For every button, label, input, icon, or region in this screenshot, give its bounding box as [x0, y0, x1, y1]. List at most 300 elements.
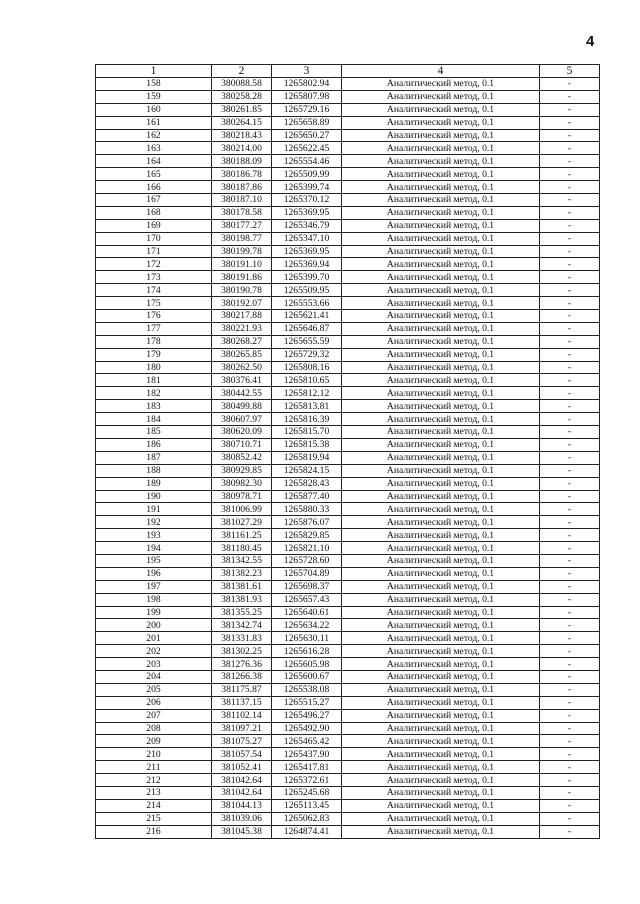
x-coordinate-cell: 380710.71 — [212, 438, 272, 451]
y-coordinate-cell: 1265646.87 — [272, 322, 342, 335]
x-coordinate-cell: 380852.42 — [212, 451, 272, 464]
x-coordinate-cell: 381045.38 — [212, 825, 272, 838]
note-cell: - — [540, 245, 600, 258]
y-coordinate-cell: 1265728.60 — [272, 554, 342, 567]
table-row — [96, 129, 600, 142]
y-coordinate-cell: 1265465.42 — [272, 735, 342, 748]
table-row — [96, 670, 600, 683]
table-row — [96, 232, 600, 245]
point-number-cell: 169 — [96, 219, 212, 232]
y-coordinate-cell: 1265630.11 — [272, 632, 342, 645]
note-cell: - — [540, 825, 600, 838]
method-cell: Аналитический метод, 0.1 — [342, 206, 540, 219]
point-number-cell: 213 — [96, 786, 212, 799]
x-coordinate-cell: 380192.07 — [212, 297, 272, 310]
method-cell: Аналитический метод, 0.1 — [342, 348, 540, 361]
point-number-cell: 208 — [96, 722, 212, 735]
note-cell: - — [540, 670, 600, 683]
method-cell: Аналитический метод, 0.1 — [342, 219, 540, 232]
x-coordinate-cell: 381102.14 — [212, 709, 272, 722]
y-coordinate-cell: 1265877.40 — [272, 490, 342, 503]
table-row — [96, 490, 600, 503]
note-cell: - — [540, 335, 600, 348]
y-coordinate-cell: 1265621.41 — [272, 310, 342, 323]
y-coordinate-cell: 1265399.74 — [272, 181, 342, 194]
point-number-cell: 215 — [96, 812, 212, 825]
x-coordinate-cell: 380177.27 — [212, 219, 272, 232]
note-cell: - — [540, 503, 600, 516]
x-coordinate-cell: 380088.58 — [212, 78, 272, 91]
x-coordinate-cell: 381175.87 — [212, 683, 272, 696]
point-number-cell: 162 — [96, 129, 212, 142]
method-cell: Аналитический метод, 0.1 — [342, 310, 540, 323]
table-row — [96, 761, 600, 774]
x-coordinate-cell: 380214.00 — [212, 142, 272, 155]
y-coordinate-cell: 1265650.27 — [272, 129, 342, 142]
point-number-cell: 184 — [96, 413, 212, 426]
y-coordinate-cell: 1265399.70 — [272, 271, 342, 284]
x-coordinate-cell: 380264.15 — [212, 116, 272, 129]
x-coordinate-cell: 380982.30 — [212, 477, 272, 490]
y-coordinate-cell: 1265600.67 — [272, 670, 342, 683]
point-number-cell: 196 — [96, 567, 212, 580]
table-row — [96, 542, 600, 555]
y-coordinate-cell: 1265829.85 — [272, 529, 342, 542]
method-cell: Аналитический метод, 0.1 — [342, 516, 540, 529]
y-coordinate-cell: 1265369.95 — [272, 206, 342, 219]
y-coordinate-cell: 1265538.08 — [272, 683, 342, 696]
note-cell: - — [540, 322, 600, 335]
point-number-cell: 211 — [96, 761, 212, 774]
table-row — [96, 554, 600, 567]
method-cell: Аналитический метод, 0.1 — [342, 490, 540, 503]
y-coordinate-cell: 1265605.98 — [272, 658, 342, 671]
point-number-cell: 204 — [96, 670, 212, 683]
table-row — [96, 451, 600, 464]
method-cell: Аналитический метод, 0.1 — [342, 387, 540, 400]
x-coordinate-cell: 380261.85 — [212, 103, 272, 116]
method-cell: Аналитический метод, 0.1 — [342, 722, 540, 735]
method-cell: Аналитический метод, 0.1 — [342, 168, 540, 181]
method-cell: Аналитический метод, 0.1 — [342, 400, 540, 413]
y-coordinate-cell: 1265496.27 — [272, 709, 342, 722]
table-row — [96, 593, 600, 606]
method-cell: Аналитический метод, 0.1 — [342, 709, 540, 722]
x-coordinate-cell: 381042.64 — [212, 786, 272, 799]
note-cell: - — [540, 812, 600, 825]
point-number-cell: 178 — [96, 335, 212, 348]
table-row — [96, 799, 600, 812]
table-row — [96, 271, 600, 284]
method-cell: Аналитический метод, 0.1 — [342, 90, 540, 103]
note-cell: - — [540, 297, 600, 310]
table-row — [96, 206, 600, 219]
point-number-cell: 189 — [96, 477, 212, 490]
x-coordinate-cell: 381137.15 — [212, 696, 272, 709]
x-coordinate-cell: 381039.06 — [212, 812, 272, 825]
note-cell: - — [540, 696, 600, 709]
y-coordinate-cell: 1265492.90 — [272, 722, 342, 735]
note-cell: - — [540, 761, 600, 774]
y-coordinate-cell: 1265815.38 — [272, 438, 342, 451]
method-cell: Аналитический метод, 0.1 — [342, 632, 540, 645]
x-coordinate-cell: 380191.86 — [212, 271, 272, 284]
y-coordinate-cell: 1265245.68 — [272, 786, 342, 799]
point-number-cell: 173 — [96, 271, 212, 284]
x-coordinate-cell: 381381.61 — [212, 580, 272, 593]
method-cell: Аналитический метод, 0.1 — [342, 503, 540, 516]
x-coordinate-cell: 381342.55 — [212, 554, 272, 567]
x-coordinate-cell: 381381.93 — [212, 593, 272, 606]
table-row — [96, 361, 600, 374]
point-number-cell: 159 — [96, 90, 212, 103]
column-header-3: 3 — [272, 65, 342, 78]
note-cell: - — [540, 168, 600, 181]
note-cell: - — [540, 619, 600, 632]
table-row — [96, 464, 600, 477]
y-coordinate-cell: 1265655.59 — [272, 335, 342, 348]
x-coordinate-cell: 380178.58 — [212, 206, 272, 219]
note-cell: - — [540, 426, 600, 439]
table-row — [96, 774, 600, 787]
note-cell: - — [540, 232, 600, 245]
point-number-cell: 216 — [96, 825, 212, 838]
method-cell: Аналитический метод, 0.1 — [342, 155, 540, 168]
method-cell: Аналитический метод, 0.1 — [342, 78, 540, 91]
method-cell: Аналитический метод, 0.1 — [342, 297, 540, 310]
note-cell: - — [540, 194, 600, 207]
table-row — [96, 645, 600, 658]
method-cell: Аналитический метод, 0.1 — [342, 477, 540, 490]
y-coordinate-cell: 1265554.46 — [272, 155, 342, 168]
x-coordinate-cell: 380217.88 — [212, 310, 272, 323]
x-coordinate-cell: 380376.41 — [212, 374, 272, 387]
x-coordinate-cell: 380191.10 — [212, 258, 272, 271]
point-number-cell: 200 — [96, 619, 212, 632]
table-row — [96, 619, 600, 632]
y-coordinate-cell: 1265821.10 — [272, 542, 342, 555]
note-cell: - — [540, 181, 600, 194]
note-cell: - — [540, 606, 600, 619]
note-cell: - — [540, 529, 600, 542]
note-cell: - — [540, 799, 600, 812]
y-coordinate-cell: 1265698.37 — [272, 580, 342, 593]
point-number-cell: 158 — [96, 78, 212, 91]
x-coordinate-cell: 380978.71 — [212, 490, 272, 503]
method-cell: Аналитический метод, 0.1 — [342, 812, 540, 825]
method-cell: Аналитический метод, 0.1 — [342, 735, 540, 748]
note-cell: - — [540, 219, 600, 232]
table-row — [96, 606, 600, 619]
note-cell: - — [540, 516, 600, 529]
x-coordinate-cell: 381382.23 — [212, 567, 272, 580]
table-row — [96, 78, 600, 91]
method-cell: Аналитический метод, 0.1 — [342, 593, 540, 606]
method-cell: Аналитический метод, 0.1 — [342, 322, 540, 335]
y-coordinate-cell: 1265372.61 — [272, 774, 342, 787]
note-cell: - — [540, 490, 600, 503]
method-cell: Аналитический метод, 0.1 — [342, 426, 540, 439]
point-number-cell: 192 — [96, 516, 212, 529]
x-coordinate-cell: 381355.25 — [212, 606, 272, 619]
x-coordinate-cell: 381276.36 — [212, 658, 272, 671]
y-coordinate-cell: 1265704.89 — [272, 567, 342, 580]
table-row — [96, 503, 600, 516]
x-coordinate-cell: 380221.93 — [212, 322, 272, 335]
note-cell: - — [540, 103, 600, 116]
point-number-cell: 202 — [96, 645, 212, 658]
x-coordinate-cell: 380186.78 — [212, 168, 272, 181]
note-cell: - — [540, 786, 600, 799]
x-coordinate-cell: 381331.83 — [212, 632, 272, 645]
note-cell: - — [540, 774, 600, 787]
y-coordinate-cell: 1265810.65 — [272, 374, 342, 387]
x-coordinate-cell: 380258.28 — [212, 90, 272, 103]
x-coordinate-cell: 380268.27 — [212, 335, 272, 348]
table-row — [96, 348, 600, 361]
note-cell: - — [540, 206, 600, 219]
x-coordinate-cell: 380190.78 — [212, 284, 272, 297]
x-coordinate-cell: 380187.10 — [212, 194, 272, 207]
point-number-cell: 165 — [96, 168, 212, 181]
point-number-cell: 170 — [96, 232, 212, 245]
note-cell: - — [540, 735, 600, 748]
note-cell: - — [540, 129, 600, 142]
y-coordinate-cell: 1265729.16 — [272, 103, 342, 116]
table-row — [96, 181, 600, 194]
column-header-2: 2 — [212, 65, 272, 78]
coordinates-table — [95, 64, 600, 839]
x-coordinate-cell: 380198.77 — [212, 232, 272, 245]
point-number-cell: 175 — [96, 297, 212, 310]
column-header-1: 1 — [96, 65, 212, 78]
point-number-cell: 198 — [96, 593, 212, 606]
method-cell: Аналитический метод, 0.1 — [342, 774, 540, 787]
table-row — [96, 580, 600, 593]
note-cell: - — [540, 593, 600, 606]
point-number-cell: 190 — [96, 490, 212, 503]
x-coordinate-cell: 381097.21 — [212, 722, 272, 735]
y-coordinate-cell: 1265616.28 — [272, 645, 342, 658]
y-coordinate-cell: 1265802.94 — [272, 78, 342, 91]
x-coordinate-cell: 380620.09 — [212, 426, 272, 439]
table-row — [96, 722, 600, 735]
method-cell: Аналитический метод, 0.1 — [342, 554, 540, 567]
table-row — [96, 825, 600, 838]
method-cell: Аналитический метод, 0.1 — [342, 271, 540, 284]
table-row — [96, 219, 600, 232]
point-number-cell: 161 — [96, 116, 212, 129]
point-number-cell: 209 — [96, 735, 212, 748]
point-number-cell: 163 — [96, 142, 212, 155]
x-coordinate-cell: 380218.43 — [212, 129, 272, 142]
point-number-cell: 205 — [96, 683, 212, 696]
table-row — [96, 632, 600, 645]
note-cell: - — [540, 658, 600, 671]
note-cell: - — [540, 567, 600, 580]
method-cell: Аналитический метод, 0.1 — [342, 542, 540, 555]
table-row — [96, 812, 600, 825]
x-coordinate-cell: 381302.25 — [212, 645, 272, 658]
x-coordinate-cell: 381052.41 — [212, 761, 272, 774]
table-body — [96, 78, 600, 839]
x-coordinate-cell: 381057.54 — [212, 748, 272, 761]
method-cell: Аналитический метод, 0.1 — [342, 438, 540, 451]
note-cell: - — [540, 438, 600, 451]
y-coordinate-cell: 1265808.16 — [272, 361, 342, 374]
point-number-cell: 172 — [96, 258, 212, 271]
table-row — [96, 786, 600, 799]
note-cell: - — [540, 155, 600, 168]
method-cell: Аналитический метод, 0.1 — [342, 335, 540, 348]
method-cell: Аналитический метод, 0.1 — [342, 129, 540, 142]
method-cell: Аналитический метод, 0.1 — [342, 606, 540, 619]
x-coordinate-cell: 381075.27 — [212, 735, 272, 748]
table-row — [96, 516, 600, 529]
x-coordinate-cell: 380442.55 — [212, 387, 272, 400]
table-row — [96, 103, 600, 116]
x-coordinate-cell: 381042.64 — [212, 774, 272, 787]
y-coordinate-cell: 1265880.33 — [272, 503, 342, 516]
method-cell: Аналитический метод, 0.1 — [342, 451, 540, 464]
note-cell: - — [540, 258, 600, 271]
table-row — [96, 245, 600, 258]
y-coordinate-cell: 1265369.95 — [272, 245, 342, 258]
note-cell: - — [540, 748, 600, 761]
point-number-cell: 185 — [96, 426, 212, 439]
table-row — [96, 387, 600, 400]
note-cell: - — [540, 580, 600, 593]
y-coordinate-cell: 1265807.98 — [272, 90, 342, 103]
note-cell: - — [540, 709, 600, 722]
point-number-cell: 160 — [96, 103, 212, 116]
method-cell: Аналитический метод, 0.1 — [342, 567, 540, 580]
y-coordinate-cell: 1265369.94 — [272, 258, 342, 271]
table-row — [96, 194, 600, 207]
y-coordinate-cell: 1265819.94 — [272, 451, 342, 464]
method-cell: Аналитический метод, 0.1 — [342, 194, 540, 207]
table-row — [96, 438, 600, 451]
point-number-cell: 197 — [96, 580, 212, 593]
y-coordinate-cell: 1265515.27 — [272, 696, 342, 709]
note-cell: - — [540, 413, 600, 426]
x-coordinate-cell: 380929.85 — [212, 464, 272, 477]
point-number-cell: 201 — [96, 632, 212, 645]
point-number-cell: 164 — [96, 155, 212, 168]
point-number-cell: 179 — [96, 348, 212, 361]
method-cell: Аналитический метод, 0.1 — [342, 619, 540, 632]
x-coordinate-cell: 381027.29 — [212, 516, 272, 529]
table-row — [96, 322, 600, 335]
note-cell: - — [540, 451, 600, 464]
method-cell: Аналитический метод, 0.1 — [342, 258, 540, 271]
method-cell: Аналитический метод, 0.1 — [342, 245, 540, 258]
point-number-cell: 191 — [96, 503, 212, 516]
y-coordinate-cell: 1265347.10 — [272, 232, 342, 245]
table-row — [96, 683, 600, 696]
point-number-cell: 168 — [96, 206, 212, 219]
note-cell: - — [540, 271, 600, 284]
method-cell: Аналитический метод, 0.1 — [342, 799, 540, 812]
method-cell: Аналитический метод, 0.1 — [342, 645, 540, 658]
point-number-cell: 214 — [96, 799, 212, 812]
method-cell: Аналитический метод, 0.1 — [342, 670, 540, 683]
table-header — [96, 65, 600, 78]
y-coordinate-cell: 1265824.15 — [272, 464, 342, 477]
method-cell: Аналитический метод, 0.1 — [342, 142, 540, 155]
x-coordinate-cell: 380265.85 — [212, 348, 272, 361]
y-coordinate-cell: 1265657.43 — [272, 593, 342, 606]
method-cell: Аналитический метод, 0.1 — [342, 103, 540, 116]
note-cell: - — [540, 348, 600, 361]
method-cell: Аналитический метод, 0.1 — [342, 696, 540, 709]
point-number-cell: 199 — [96, 606, 212, 619]
method-cell: Аналитический метод, 0.1 — [342, 529, 540, 542]
table-row — [96, 709, 600, 722]
y-coordinate-cell: 1265813.81 — [272, 400, 342, 413]
table-row — [96, 284, 600, 297]
table-row — [96, 335, 600, 348]
point-number-cell: 176 — [96, 310, 212, 323]
y-coordinate-cell: 1265553.66 — [272, 297, 342, 310]
table-row — [96, 477, 600, 490]
table-row — [96, 413, 600, 426]
method-cell: Аналитический метод, 0.1 — [342, 464, 540, 477]
point-number-cell: 194 — [96, 542, 212, 555]
point-number-cell: 174 — [96, 284, 212, 297]
header-row — [96, 65, 600, 78]
y-coordinate-cell: 1265815.70 — [272, 426, 342, 439]
table-row — [96, 142, 600, 155]
note-cell: - — [540, 374, 600, 387]
point-number-cell: 182 — [96, 387, 212, 400]
point-number-cell: 203 — [96, 658, 212, 671]
method-cell: Аналитический метод, 0.1 — [342, 116, 540, 129]
y-coordinate-cell: 1264874.41 — [272, 825, 342, 838]
point-number-cell: 207 — [96, 709, 212, 722]
table-row — [96, 258, 600, 271]
method-cell: Аналитический метод, 0.1 — [342, 232, 540, 245]
y-coordinate-cell: 1265417.81 — [272, 761, 342, 774]
method-cell: Аналитический метод, 0.1 — [342, 748, 540, 761]
point-number-cell: 186 — [96, 438, 212, 451]
point-number-cell: 206 — [96, 696, 212, 709]
y-coordinate-cell: 1265509.99 — [272, 168, 342, 181]
method-cell: Аналитический метод, 0.1 — [342, 786, 540, 799]
point-number-cell: 181 — [96, 374, 212, 387]
y-coordinate-cell: 1265812.12 — [272, 387, 342, 400]
table-row — [96, 735, 600, 748]
note-cell: - — [540, 387, 600, 400]
table-row — [96, 400, 600, 413]
y-coordinate-cell: 1265113.45 — [272, 799, 342, 812]
y-coordinate-cell: 1265346.79 — [272, 219, 342, 232]
x-coordinate-cell: 381161.25 — [212, 529, 272, 542]
method-cell: Аналитический метод, 0.1 — [342, 374, 540, 387]
y-coordinate-cell: 1265634.22 — [272, 619, 342, 632]
method-cell: Аналитический метод, 0.1 — [342, 361, 540, 374]
note-cell: - — [540, 142, 600, 155]
x-coordinate-cell: 381266.38 — [212, 670, 272, 683]
note-cell: - — [540, 632, 600, 645]
column-header-4: 4 — [342, 65, 540, 78]
note-cell: - — [540, 464, 600, 477]
method-cell: Аналитический метод, 0.1 — [342, 284, 540, 297]
note-cell: - — [540, 722, 600, 735]
x-coordinate-cell: 380187.86 — [212, 181, 272, 194]
point-number-cell: 193 — [96, 529, 212, 542]
note-cell: - — [540, 683, 600, 696]
